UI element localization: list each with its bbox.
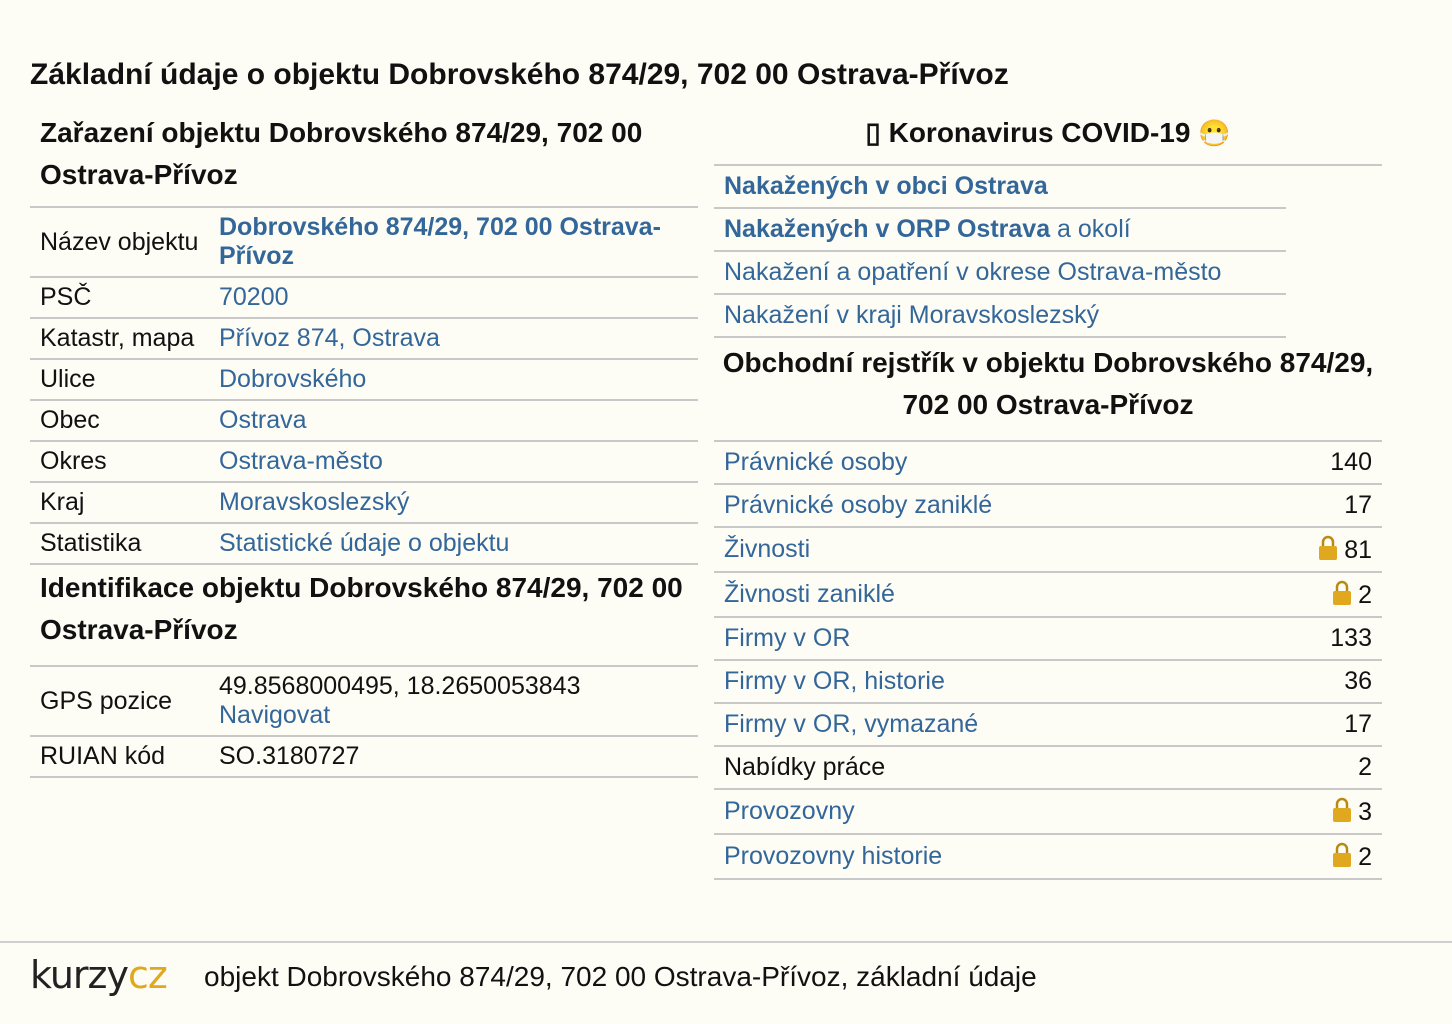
table-row: [30, 482, 698, 523]
table-row: [714, 703, 1382, 746]
row-label: Název objektu: [30, 207, 209, 277]
table-row: [30, 400, 698, 441]
rejstrik-item-count: 133: [1330, 624, 1372, 652]
rejstrik-item-count: 17: [1344, 710, 1372, 738]
rejstrik-item-label[interactable]: Firmy v OR, vymazané: [724, 710, 979, 738]
rejstrik-item-count: 17: [1344, 491, 1372, 519]
obec-link[interactable]: Ostrava: [219, 406, 307, 434]
okres-link[interactable]: Ostrava-město: [219, 447, 383, 475]
rejstrik-item-count: 36: [1344, 667, 1372, 695]
lock-icon[interactable]: [1332, 797, 1352, 823]
rejstrik-item-label[interactable]: Firmy v OR, historie: [724, 667, 945, 695]
rejstrik-item-label[interactable]: Firmy v OR: [724, 624, 851, 652]
right-column: [714, 112, 1382, 880]
table-row: [714, 834, 1382, 879]
rejstrik-item-label[interactable]: Právnické osoby: [724, 448, 908, 476]
table-row: [714, 484, 1382, 527]
zarazeni-heading: Zařazení objektu Dobrovského 874/29, 702 00 Ostrava-Přívoz: [40, 117, 643, 190]
row-label: Kraj: [30, 482, 209, 523]
row-label: PSČ: [30, 277, 209, 318]
rejstrik-item-label[interactable]: Právnické osoby zaniklé: [724, 491, 993, 519]
list-item: [714, 252, 1286, 295]
table-row: [714, 572, 1382, 617]
table-row: [30, 736, 698, 777]
table-row: [714, 617, 1382, 660]
lock-icon[interactable]: [1332, 842, 1352, 868]
covid-obec-link[interactable]: Nakažených v obci Ostrava: [724, 172, 1048, 200]
rejstrik-item-count: 2: [1358, 580, 1372, 609]
table-row: [30, 318, 698, 359]
rejstrik-item-label[interactable]: Provozovny historie: [724, 842, 943, 870]
table-row: [714, 746, 1382, 789]
row-label: Statistika: [30, 523, 209, 564]
table-row: [30, 666, 698, 736]
table-row: [714, 527, 1382, 572]
footer: [0, 941, 1452, 1024]
row-label: Katastr, mapa: [30, 318, 209, 359]
gps-value: 49.8568000495, 18.2650053843: [219, 672, 581, 700]
statistika-link[interactable]: Statistické údaje o objektu: [219, 529, 510, 557]
table-row: [30, 523, 698, 564]
logo-text-a: kurzy: [30, 953, 128, 997]
table-row: [30, 207, 698, 277]
table-row: [30, 441, 698, 482]
table-row: [714, 441, 1382, 484]
list-item: [714, 295, 1286, 338]
gps-label: GPS pozice: [30, 666, 209, 736]
covid-orp-link[interactable]: Nakažených v ORP Ostrava: [724, 215, 1051, 243]
psc-link[interactable]: 70200: [219, 283, 289, 311]
identifikace-heading: Identifikace objektu Dobrovského 874/29, 702 00 Ostrava-Přívoz: [40, 572, 683, 645]
kurzy-logo[interactable]: [30, 953, 167, 997]
ruian-label: RUIAN kód: [30, 736, 209, 777]
covid-links: [714, 166, 1286, 338]
rejstrik-item-count: 2: [1358, 842, 1372, 871]
rejstrik-item-count: 81: [1344, 535, 1372, 564]
row-label: Okres: [30, 441, 209, 482]
rejstrik-table: [714, 440, 1382, 880]
mask-icon: 😷: [1198, 118, 1231, 148]
navigate-link[interactable]: Navigovat: [219, 701, 331, 729]
table-row: [30, 277, 698, 318]
logo-text-b: cz: [127, 953, 167, 997]
rejstrik-item-count: 3: [1358, 797, 1372, 826]
rejstrik-item-label[interactable]: Živnosti: [724, 535, 811, 563]
row-label: Ulice: [30, 359, 209, 400]
box-icon: ▯: [865, 117, 881, 148]
page-title: Základní údaje o objektu Dobrovského 874/29, 702 00 Ostrava-Přívoz: [30, 58, 1009, 91]
covid-heading-text: Koronavirus COVID-19: [888, 117, 1191, 148]
footer-caption: objekt Dobrovského 874/29, 702 00 Ostrava-Přívoz, základní údaje: [204, 961, 1037, 992]
covid-heading: [714, 112, 1382, 166]
identifikace-table: [30, 665, 698, 778]
ulice-link[interactable]: Dobrovského: [219, 365, 367, 393]
table-row: [30, 359, 698, 400]
object-name-link[interactable]: Dobrovského 874/29, 702 00 Ostrava-Přívoz: [219, 213, 661, 270]
katastr-link[interactable]: Přívoz 874, Ostrava: [219, 324, 440, 352]
zarazeni-table: [30, 206, 698, 565]
covid-orp-suffix: a okolí: [1050, 215, 1131, 243]
rejstrik-item-count: 2: [1358, 753, 1372, 781]
table-row: [714, 789, 1382, 834]
rejstrik-item-count: 140: [1330, 448, 1372, 476]
table-row: [714, 660, 1382, 703]
list-item: [714, 166, 1286, 209]
ruian-value: SO.3180727: [209, 736, 698, 777]
lock-icon[interactable]: [1318, 535, 1338, 561]
rejstrik-heading: Obchodní rejstřík v objektu Dobrovského 874/29, 702 00 Ostrava-Přívoz: [722, 347, 1374, 420]
row-label: Obec: [30, 400, 209, 441]
rejstrik-item-label[interactable]: Provozovny: [724, 797, 855, 825]
rejstrik-item-label[interactable]: Živnosti zaniklé: [724, 580, 895, 608]
list-item: [714, 209, 1286, 252]
rejstrik-item-label: Nabídky práce: [724, 753, 886, 781]
covid-kraj-link[interactable]: Nakažení v kraji Moravskoslezský: [724, 301, 1100, 329]
covid-okres-link[interactable]: Nakažení a opatření v okrese Ostrava-město: [724, 258, 1222, 286]
left-column: [30, 112, 698, 778]
kraj-link[interactable]: Moravskoslezský: [219, 488, 410, 516]
lock-icon[interactable]: [1332, 580, 1352, 606]
